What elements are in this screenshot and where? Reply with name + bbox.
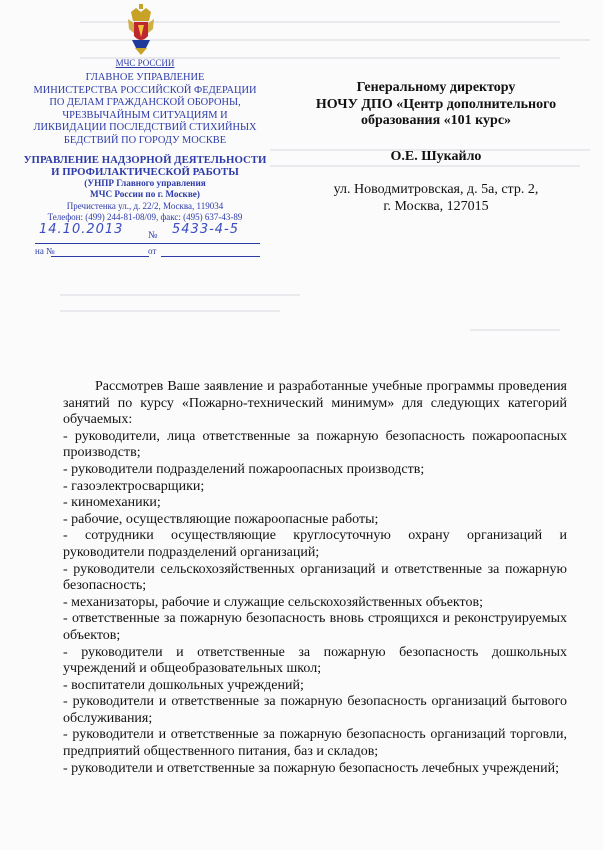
main-directorate-line: ЛИКВИДАЦИИ ПОСЛЕДСТВИЙ СТИХИЙНЫХ — [33, 122, 257, 134]
letterhead — [22, 58, 268, 223]
department-line: УПРАВЛЕНИЕ НАДЗОРНОЙ ДЕЯТЕЛЬНОСТИ — [23, 153, 267, 166]
list-item: - воспитатели дошкольных учреждений; — [63, 677, 304, 693]
main-directorate — [22, 72, 268, 148]
reference-line — [35, 244, 260, 258]
list-item: - киномеханики; — [63, 495, 161, 511]
list-item: - механизаторы, рабочие и служащие сельскохозяйственных объектов; — [63, 594, 483, 610]
reference-na-label: на № — [35, 246, 55, 256]
mchs-emblem-icon — [126, 4, 156, 56]
mchs-label: МЧС РОССИИ — [115, 58, 175, 68]
addressee-city: г. Москва, 127015 — [383, 198, 489, 214]
letterhead-phone: Телефон: (499) 244-81-08/09, факс: (495) 637-43-89 — [47, 212, 243, 223]
list-item: - ответственные за пожарную безопасность вновь строящихся и реконструируемых объектов; — [63, 611, 567, 643]
intro-paragraph: Рассмотрев Ваше заявление и разработанные учебные программы проведения занятий по курсу «Пожарно-технический минимум» для следующих категорий обучаемых: — [63, 379, 567, 428]
addressee-name: О.Е. Шукайло — [390, 148, 482, 164]
department-abbreviation — [22, 178, 268, 200]
main-directorate-line: ГЛАВНОЕ УПРАВЛЕНИЕ — [85, 72, 205, 83]
list-item: - руководители и ответственные за пожарную безопасность организаций торговли, предприятий общественного питания, баз и складов; — [63, 727, 567, 760]
registration-number-handwritten: 5433-4-5 — [172, 222, 240, 237]
list-item: - сотрудники осуществляющие круглосуточную охрану организаций и руководители подразделений организаций; — [63, 528, 567, 560]
letter-body — [63, 379, 567, 777]
department-name — [22, 154, 268, 179]
main-directorate-line: ЧРЕЗВЫЧАЙНЫМ СИТУАЦИЯМ И — [62, 109, 228, 121]
addressee-street: ул. Новодмитровская, д. 5а, стр. 2, — [333, 182, 539, 197]
addressee-title-line: НОЧУ ДПО «Центр дополнительного — [315, 96, 557, 112]
list-item: - руководители и ответственные за пожарную безопасность дошкольных учреждений и общеобразовательных школ; — [63, 644, 567, 677]
main-directorate-line: ПО ДЕЛАМ ГРАЖДАНСКОЙ ОБОРОНЫ, — [49, 97, 241, 109]
addressee-title-line: образования «101 курс» — [360, 113, 512, 128]
main-directorate-line: МИНИСТЕРСТВА РОССИЙСКОЙ ФЕДЕРАЦИИ — [33, 84, 257, 96]
list-item: - руководители, лица ответственные за пожарную безопасность пожароопасных производств; — [63, 428, 567, 461]
reference-ot-label: от — [148, 246, 157, 256]
addressee-title-line: Генеральному директору — [356, 80, 516, 95]
list-item: - рабочие, осуществляющие пожароопасные работы; — [63, 511, 379, 527]
reference-number-blank — [51, 256, 149, 257]
list-item: - руководители и ответственные за пожарную безопасность организаций бытового обслуживания; — [63, 694, 567, 726]
list-item: - руководители и ответственные за пожарную безопасность лечебных учреждений; — [63, 760, 559, 776]
letterhead-address: Пречистенка ул., д. 22/2, Москва, 119034 — [66, 201, 224, 212]
reference-date-blank — [161, 256, 260, 257]
registration-number-label: № — [148, 230, 158, 241]
main-directorate-line: БЕДСТВИЙ ПО ГОРОДУ МОСКВЕ — [63, 134, 227, 146]
department-line: И ПРОФИЛАКТИЧЕСКОЙ РАБОТЫ — [51, 165, 239, 178]
addressee-block — [296, 80, 576, 215]
addressee-title — [296, 80, 576, 130]
list-item: - газоэлектросварщики; — [63, 478, 205, 494]
abbreviation-line: МЧС России по г. Москве) — [90, 189, 200, 200]
registration-line — [35, 222, 260, 244]
abbreviation-line: (УНПР Главного управления — [84, 178, 206, 189]
registration-date-handwritten: 14.10.2013 — [39, 222, 124, 237]
list-item: - руководители подразделений пожароопасных производств; — [63, 461, 425, 477]
list-item: - руководители сельскохозяйственных организаций и ответственные за пожарную безопасность; — [63, 561, 567, 594]
